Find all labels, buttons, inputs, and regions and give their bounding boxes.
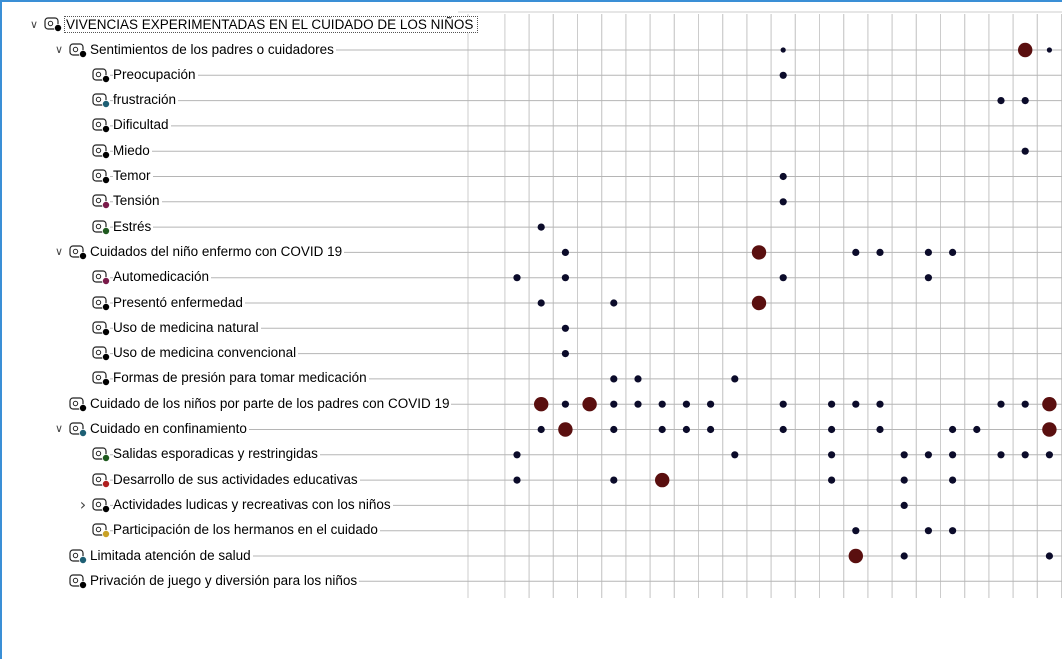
tree-row[interactable] [0, 291, 470, 316]
code-icon [92, 498, 111, 513]
code-label[interactable]: Temor [113, 168, 151, 183]
code-label[interactable]: Cuidado de los niños por parte de los padres con COVID 19 [90, 395, 450, 411]
code-label[interactable]: Estrés [113, 218, 152, 234]
code-label[interactable]: Automedicación [113, 269, 210, 285]
code-label[interactable]: Desarrollo de sus actividades educativas [113, 471, 358, 487]
tree-row[interactable] [0, 468, 470, 493]
code-label[interactable]: Cuidado en confinamiento [90, 421, 247, 436]
root-code-label[interactable]: VIVENCIAS EXPERIMENTADAS EN EL CUIDADO DE LOS NIÑOS [64, 16, 478, 33]
tree-row[interactable] [0, 189, 470, 214]
chevron-down-icon[interactable]: ∨ [29, 17, 39, 31]
code-label[interactable]: Tensión [113, 193, 160, 209]
code-icon [69, 574, 88, 589]
tree-row[interactable] [0, 442, 470, 467]
code-icon [69, 397, 88, 412]
code-label[interactable]: frustración [113, 92, 177, 108]
tree-row[interactable] [0, 265, 470, 290]
chevron-down-icon[interactable]: ∨ [54, 422, 64, 435]
code-icon [69, 422, 88, 437]
tree-row[interactable] [0, 366, 470, 391]
code-icon [92, 523, 111, 538]
code-icon [92, 346, 111, 361]
tree-row[interactable] [0, 392, 470, 417]
code-icon [69, 43, 88, 58]
code-icon [92, 447, 111, 462]
tree-row[interactable] [0, 417, 470, 442]
code-label[interactable]: Sentimientos de los padres o cuidadores [90, 41, 334, 57]
code-icon [69, 549, 88, 564]
tree-row[interactable] [0, 316, 470, 341]
code-icon [92, 473, 111, 488]
code-icon [92, 144, 111, 159]
tree-root[interactable] [0, 12, 474, 37]
tree-row[interactable] [0, 88, 470, 113]
code-icon [92, 194, 111, 209]
code-label[interactable]: Participación de los hermanos en el cuidado [113, 522, 378, 538]
tree-row[interactable] [0, 63, 470, 88]
tree-row[interactable] [0, 518, 470, 543]
code-icon [92, 270, 111, 285]
code-label[interactable]: Uso de medicina natural [113, 319, 259, 335]
tree-row[interactable] [0, 215, 470, 240]
tree-row[interactable] [0, 341, 470, 366]
tree-row[interactable] [0, 38, 470, 63]
code-icon [92, 220, 111, 235]
code-icon [44, 17, 63, 32]
tree-row[interactable] [0, 569, 470, 594]
tree-row[interactable] [0, 493, 470, 518]
code-icon [92, 321, 111, 336]
code-label[interactable]: Dificultad [113, 117, 169, 133]
chevron-down-icon[interactable]: ∨ [54, 42, 64, 56]
chevron-down-icon[interactable]: ∨ [54, 244, 64, 258]
code-label[interactable]: Actividades ludicas y recreativas con los niños [113, 496, 391, 512]
code-icon [92, 118, 111, 133]
tree-row[interactable] [0, 113, 470, 138]
code-label[interactable]: Formas de presión para tomar medicación [113, 370, 367, 386]
code-icon [92, 68, 111, 83]
tree-row[interactable] [0, 544, 470, 569]
tree-row[interactable] [0, 164, 470, 189]
code-icon [92, 169, 111, 184]
tree-row[interactable] [0, 240, 470, 265]
code-icon [69, 245, 88, 260]
code-icon [92, 93, 111, 108]
code-label[interactable]: Miedo [113, 142, 150, 158]
chevron-right-icon[interactable]: › [79, 494, 87, 514]
code-label[interactable]: Salidas esporadicas y restringidas [113, 446, 318, 462]
code-label[interactable]: Preocupación [113, 66, 196, 82]
code-label[interactable]: Uso de medicina convencional [113, 345, 297, 361]
code-label[interactable]: Privación de juego y diversión para los niños [90, 572, 358, 588]
code-label[interactable]: Cuidados del niño enfermo con COVID 19 [90, 243, 343, 259]
tree-row[interactable] [0, 139, 470, 164]
code-icon [92, 296, 111, 311]
code-icon [92, 371, 111, 386]
code-label[interactable]: Limitada atención de salud [90, 547, 251, 563]
code-label[interactable]: Presentó enfermedad [113, 294, 243, 310]
